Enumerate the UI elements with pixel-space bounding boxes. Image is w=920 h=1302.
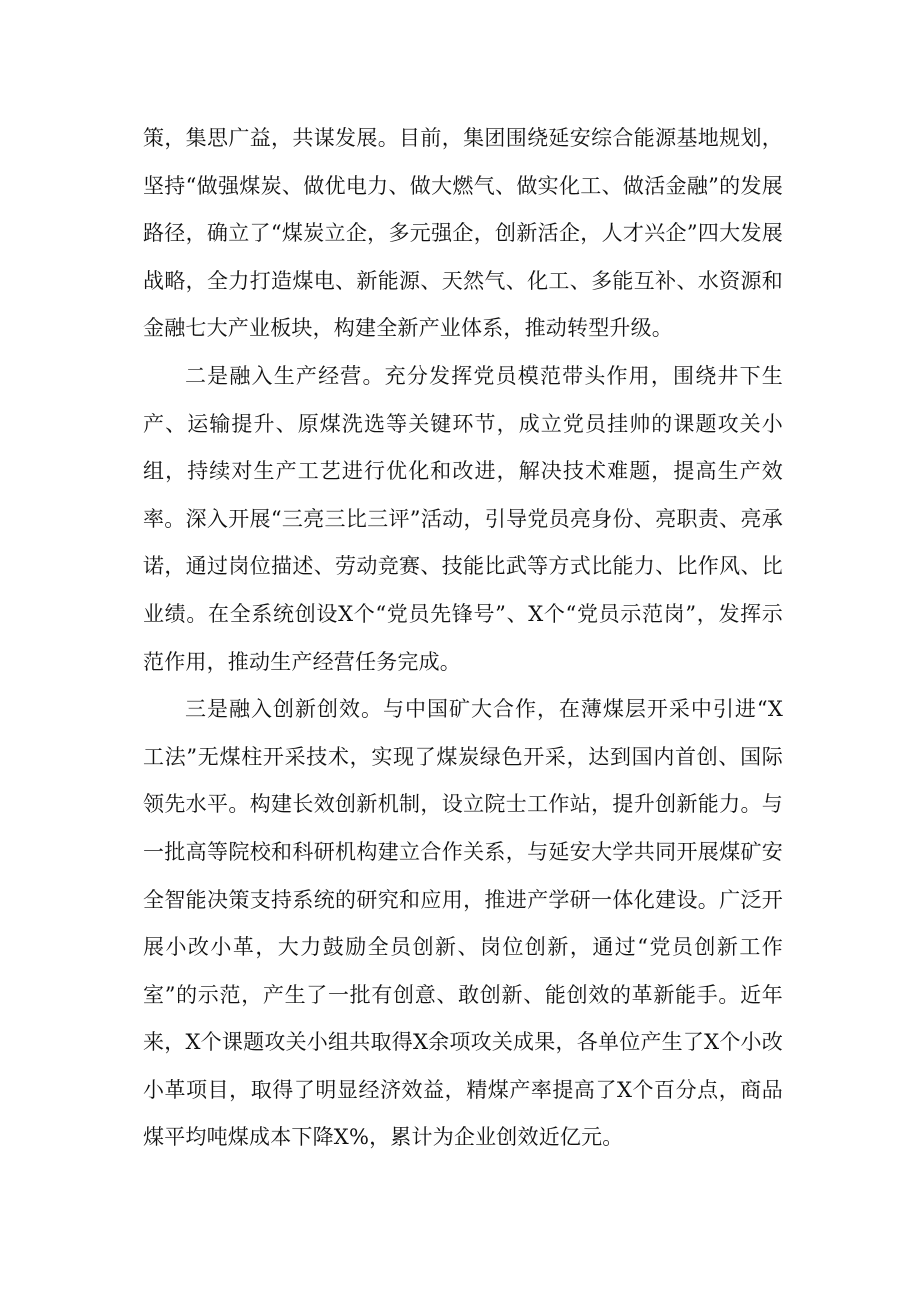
paragraph-1: 策，集思广益，共谋发展。目前，集团围绕延安综合能源基地规划，坚持“做强煤炭、做优电力、做大燃气、做实化工、做活金融”的发展路径，确立了“煤炭立企，多元强企，创新活企，人才兴企”四大发展战略，全力打造煤电、新能源、天然气、化工、多能互补、水资源和金融七大产业板块，构建全新产业体系，推动转型升级。 [143, 126, 783, 341]
paragraph-2: 二是融入生产经营。充分发挥党员模范带头作用，围绕井下生产、运输提升、原煤洗选等关键环节，成立党员挂帅的课题攻关小组，持续对生产工艺进行优化和改进，解决技术难题，提高生产效率。深入开展“三亮三比三评”活动，引导党员亮身份、亮职责、亮承诺，通过岗位描述、劳动竞赛、技能比武等方式比能力、比作风、比业绩。在全系统创设X个“党员先锋号”、X个“党员示范岗”，发挥示范作用，推动生产经营任务完成。 [143, 363, 783, 674]
document-body [143, 115, 783, 1162]
paragraph-3: 三是融入创新创效。与中国矿大合作，在薄煤层开采中引进“X工法”无煤柱开采技术，实现了煤炭绿色开采，达到国内首创、国际领先水平。构建长效创新机制，设立院士工作站，提升创新能力。与一批高等院校和科研机构建立合作关系，与延安大学共同开展煤矿安全智能决策支持系统的研究和应用，推进产学研一体化建设。广泛开展小改小革，大力鼓励全员创新、岗位创新，通过“党员创新工作室”的示范，产生了一批有创意、敢创新、能创效的革新能手。近年来，X个课题攻关小组共取得X余项攻关成果，各单位产生了X个小改小革项目，取得了明显经济效益，精煤产率提高了X个百分点，商品煤平均吨煤成本下降X%，累计为企业创效近亿元。 [143, 697, 783, 1150]
